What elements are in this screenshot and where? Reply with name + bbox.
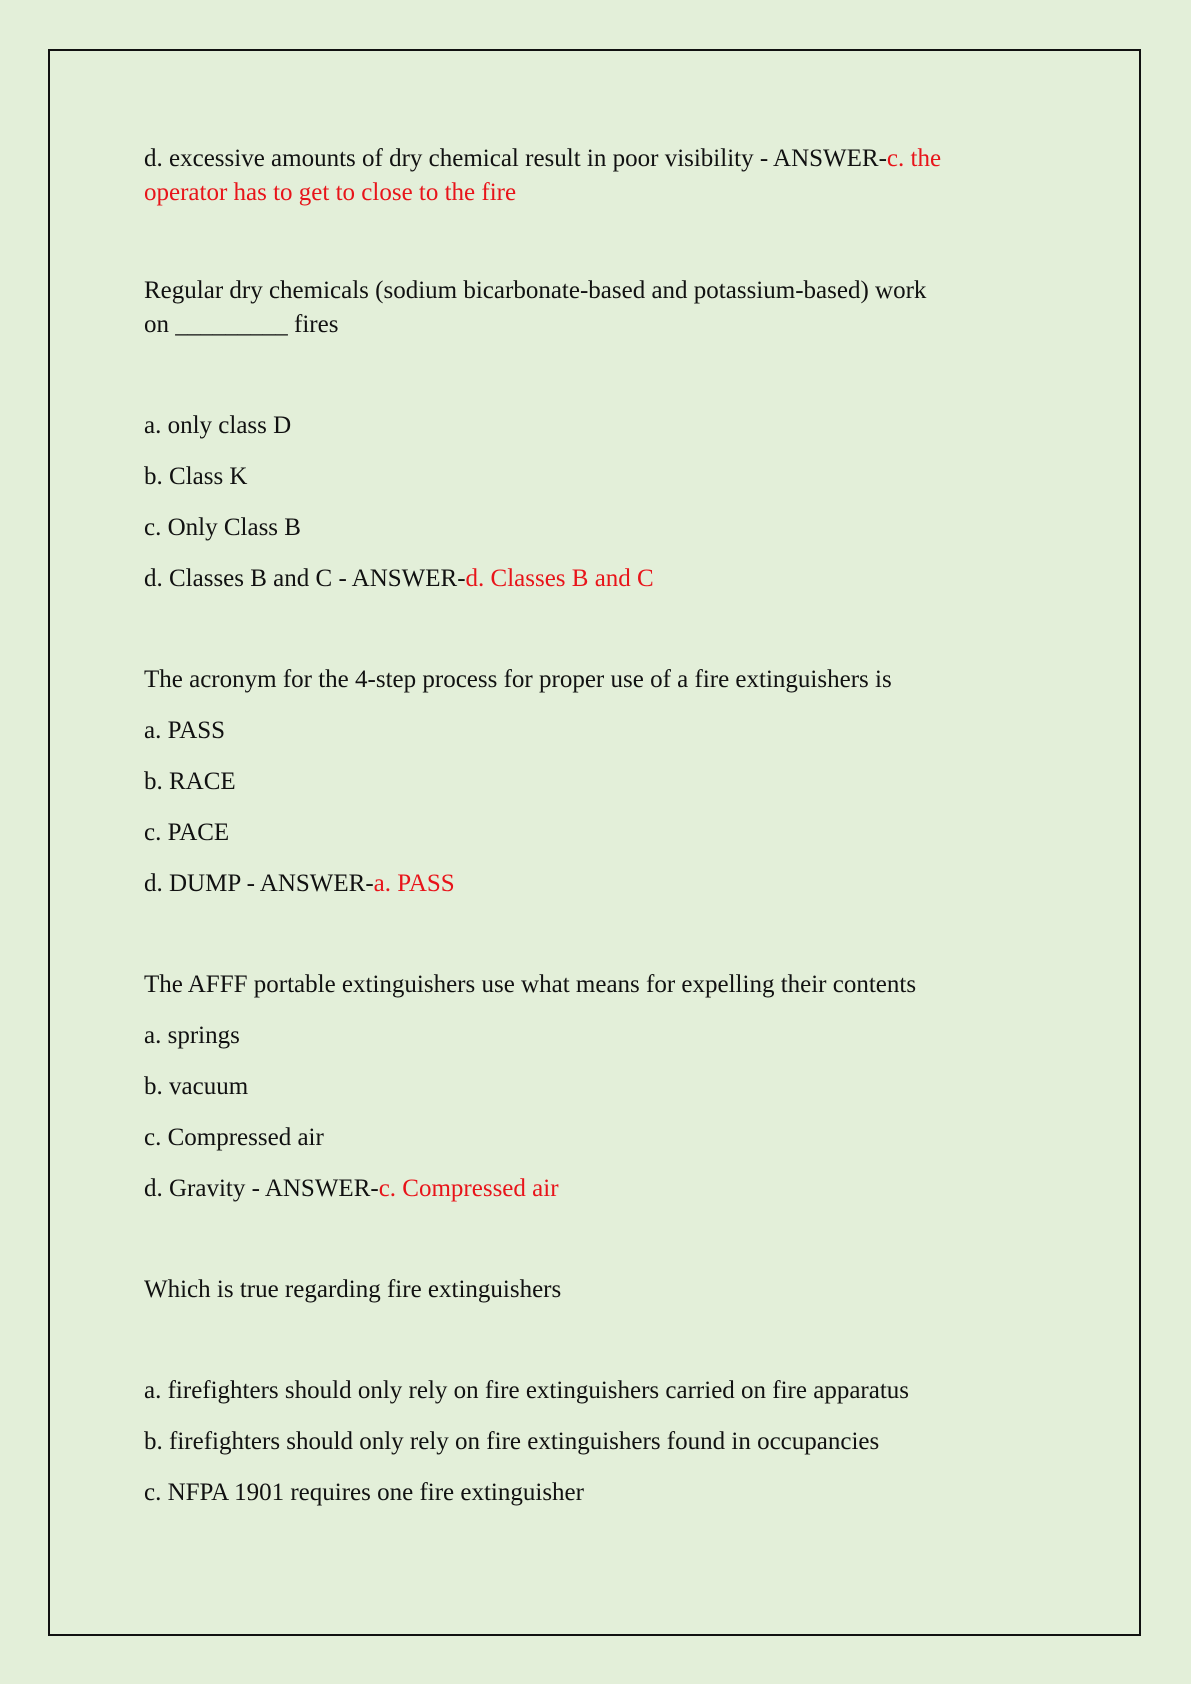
option-a: a. springs — [144, 1022, 240, 1049]
option-d-line — [144, 562, 1064, 596]
option-d-line — [144, 142, 1064, 176]
answer-text: c. Compressed air — [378, 1175, 559, 1202]
option-c: c. Only Class B — [144, 514, 301, 541]
question-text-continued: on _________ fires — [144, 311, 339, 338]
document-content — [144, 142, 1064, 1510]
option-a: a. only class D — [144, 412, 292, 439]
option-b: b. firefighters should only rely on fire extinguishers found in occupancies — [144, 1428, 880, 1455]
option-d-text: d. excessive amounts of dry chemical result in poor visibility - ANSWER- — [144, 145, 887, 172]
answer-text: c. the — [886, 145, 942, 172]
question-3 — [144, 663, 1064, 901]
question-text: The acronym for the 4-step process for proper use of a fire extinguishers is — [144, 666, 892, 693]
option-a: a. firefighters should only rely on fire extinguishers carried on fire apparatus — [144, 1377, 910, 1404]
option-d: d. DUMP - ANSWER- — [144, 870, 374, 897]
option-d: d. Gravity - ANSWER- — [144, 1175, 379, 1202]
option-a: a. PASS — [144, 717, 226, 744]
option-b: b. vacuum — [144, 1073, 249, 1100]
option-d: d. Classes B and C - ANSWER- — [144, 565, 466, 592]
option-d-line — [144, 1172, 1064, 1206]
question-text: Regular dry chemicals (sodium bicarbonate-based and potassium-based) work — [144, 277, 927, 304]
question-text: The AFFF portable extinguishers use what means for expelling their contents — [144, 971, 917, 998]
answer-text: d. Classes B and C — [465, 565, 654, 592]
question-4 — [144, 968, 1064, 1206]
option-c: c. PACE — [144, 819, 230, 846]
answer-text: a. PASS — [373, 870, 455, 897]
option-b: b. Class K — [144, 463, 248, 490]
question-2 — [144, 274, 1064, 596]
question-5 — [144, 1273, 1064, 1510]
question-text: Which is true regarding fire extinguishers — [144, 1276, 562, 1303]
question-1-tail — [144, 142, 1064, 210]
option-b: b. RACE — [144, 768, 236, 795]
option-c: c. NFPA 1901 requires one fire extinguisher — [144, 1479, 584, 1506]
option-d-line — [144, 867, 1064, 901]
answer-text-continued: operator has to get to close to the fire — [144, 179, 517, 206]
option-c: c. Compressed air — [144, 1124, 324, 1151]
